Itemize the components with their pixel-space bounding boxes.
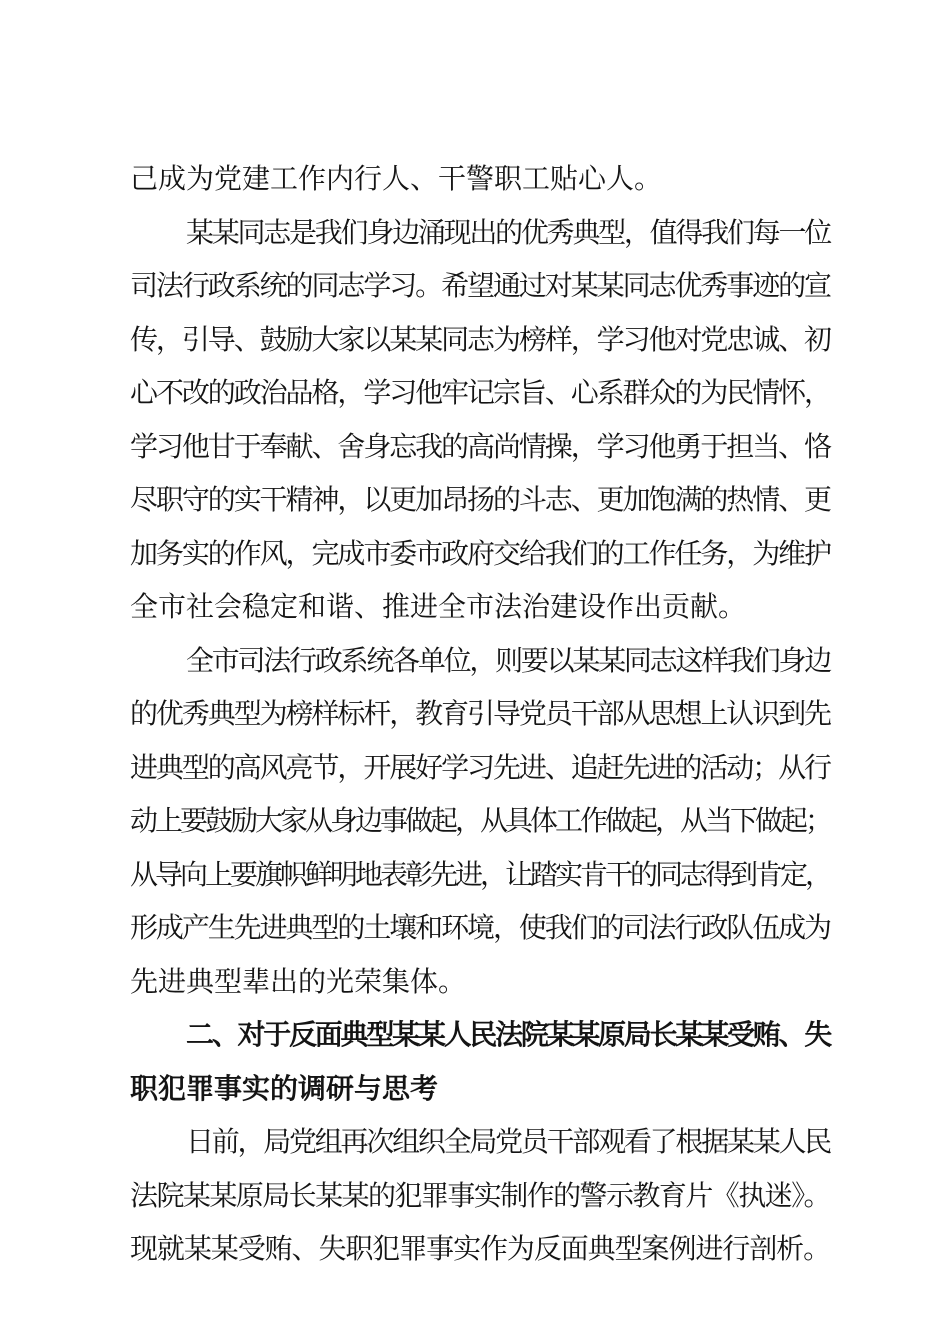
text-line: 司法行政系统的同志学习。希望通过对某某同志优秀事迹的宣 — [130, 269, 830, 302]
text-line: 法院某某原局长某某的犯罪事实制作的警示教育片《执迷》。 — [130, 1178, 830, 1212]
section-heading — [130, 1008, 830, 1115]
document-body — [130, 152, 830, 1276]
text-line: 形成产生先进典型的土壤和环境，使我们的司法行政队伍成为 — [130, 911, 830, 944]
text-line: 现就某某受贿、失职犯罪事实作为反面典型案例进行剖析。 — [130, 1232, 830, 1265]
text-line: 尽职守的实干精神，以更加昂扬的斗志、更加饱满的热情、更 — [130, 483, 830, 516]
text-line: 的优秀典型为榜样标杆，教育引导党员干部从思想上认识到先 — [130, 697, 830, 730]
text-line: 心不改的政治品格，学习他牢记宗旨、心系群众的为民情怀， — [130, 376, 830, 409]
heading-line: 二、对于反面典型某某人民法院某某原局长某某受贿、失 — [186, 1018, 830, 1051]
paragraph-continuation — [130, 152, 830, 206]
paragraph-warning-film — [130, 1115, 830, 1276]
paragraph-system-units — [130, 634, 830, 1009]
text-line: 传，引导、鼓励大家以某某同志为榜样，学习他对党忠诚、初 — [130, 322, 830, 356]
text-line: 全市社会稳定和谐、推进全市法治建设作出贡献。 — [130, 590, 747, 623]
text-line: 某某同志是我们身边涌现出的优秀典型，值得我们每一位 — [186, 215, 830, 249]
text-line: 进典型的高风亮节，开展好学习先进、追赶先进的活动；从行 — [130, 750, 830, 784]
paragraph-exemplary-comrade — [130, 206, 830, 634]
text-line: 学习他甘于奉献、舍身忘我的高尚情操，学习他勇于担当、恪 — [130, 429, 830, 463]
text-line: 先进典型辈出的光荣集体。 — [130, 964, 467, 998]
text-line: 加务实的作风，完成市委市政府交给我们的工作任务，为维护 — [130, 536, 830, 570]
text-line: 己成为党建工作内行人、干警职工贴心人。 — [130, 162, 663, 195]
text-line: 全市司法行政系统各单位，则要以某某同志这样我们身边 — [186, 643, 830, 677]
text-line: 日前，局党组再次组织全局党员干部观看了根据某某人民 — [186, 1125, 830, 1158]
heading-line: 职犯罪事实的调研与思考 — [130, 1071, 439, 1105]
text-line: 动上要鼓励大家从身边事做起，从具体工作做起，从当下做起； — [130, 804, 830, 837]
text-line: 从导向上要旗帜鲜明地表彰先进，让踏实肯干的同志得到肯定， — [130, 857, 830, 891]
